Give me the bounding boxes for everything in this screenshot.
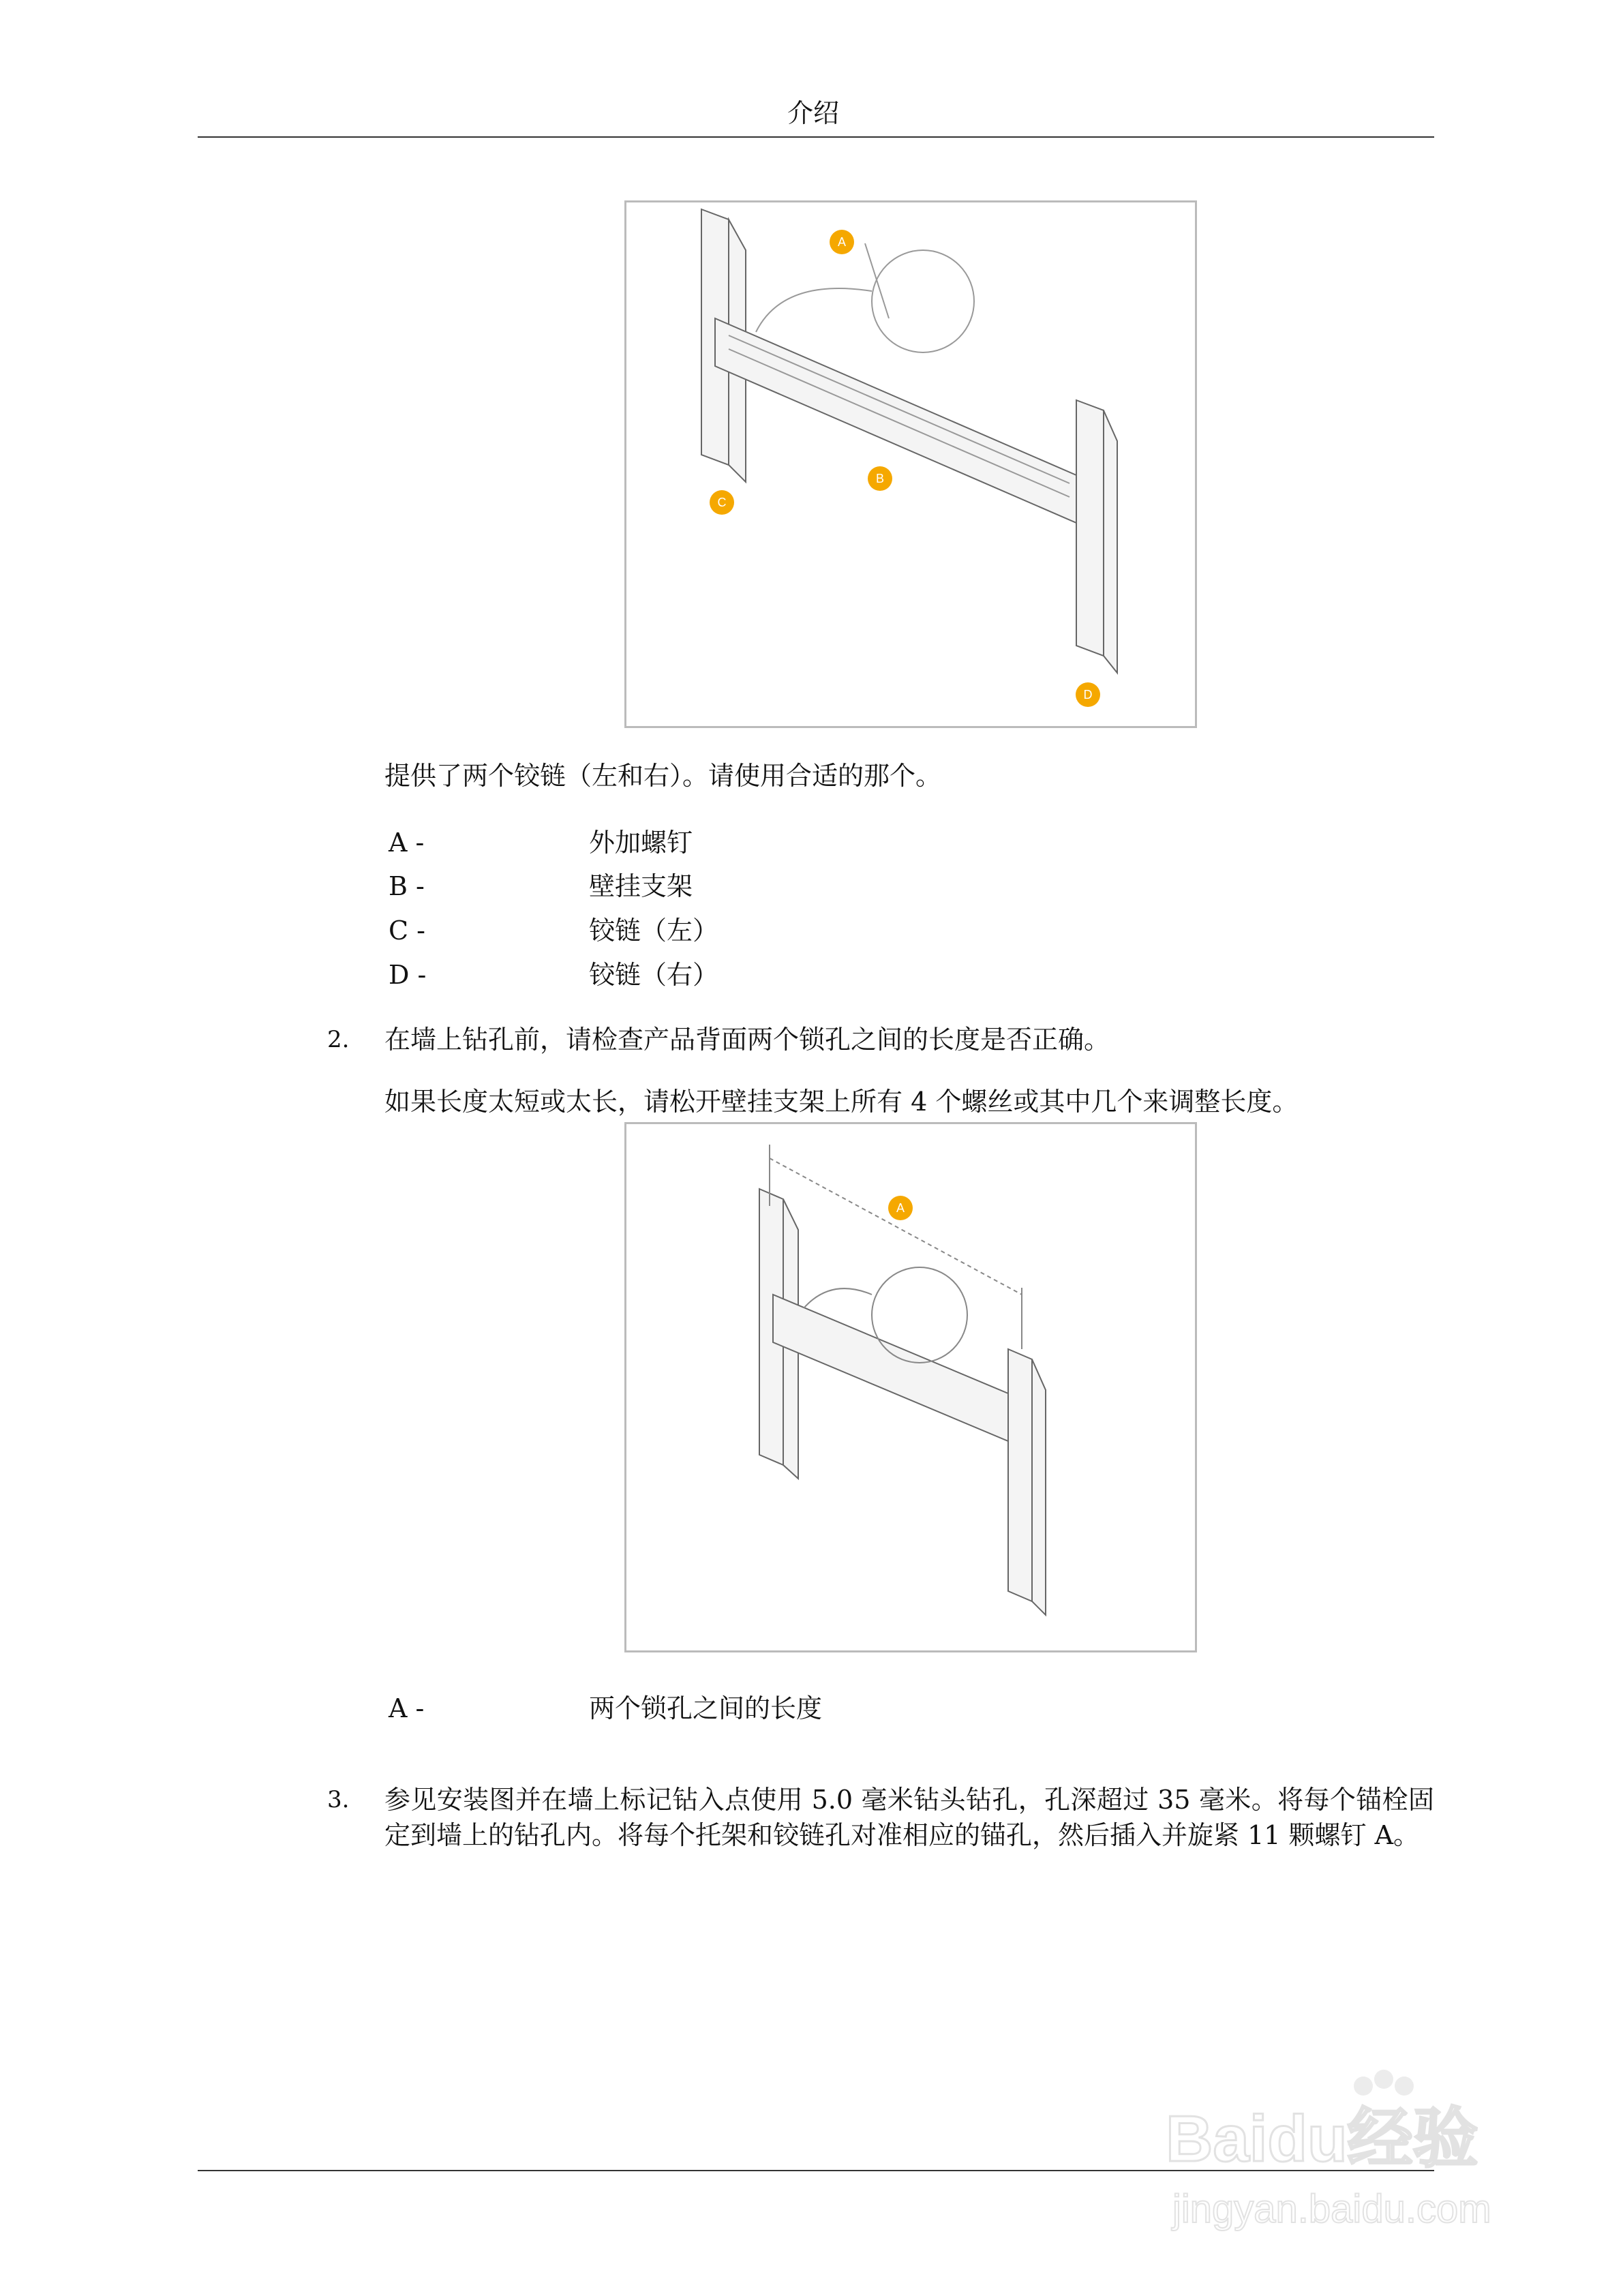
legend-value: 壁挂支架 [589, 871, 693, 901]
svg-text:jingyan.baidu.com: jingyan.baidu.com [1172, 2187, 1491, 2231]
legend-key: D - [389, 960, 427, 990]
baidu-watermark [1159, 2059, 1541, 2243]
page-header-title: 介绍 [787, 98, 840, 128]
figure-hinge-bracket [624, 200, 1197, 728]
step-2-text: 在墙上钻孔前，请检查产品背面两个锁孔之间的长度是否正确。 [384, 1025, 1110, 1055]
legend-key: A - [389, 1693, 425, 1723]
callout-c-label: C [717, 496, 727, 509]
legend-value: 铰链（右） [589, 960, 719, 990]
step-2-number: 2. [327, 1026, 350, 1053]
svg-text:Baidu经验: Baidu经验 [1166, 2102, 1478, 2175]
header-rule [198, 136, 1434, 138]
baidu-jingyan-logo [1159, 2059, 1541, 2243]
callout-a-label: A [837, 235, 847, 249]
wall-mount-diagram-2 [626, 1124, 1195, 1650]
legend-value: 铰链（左） [589, 916, 719, 946]
callout-b-label: B [875, 472, 885, 485]
step-3-text: 参见安装图并在墙上标记钻入点使用 5.0 毫米钻头钻孔，孔深超过 35 毫米。将每个锚栓固定到墙上的钻孔内。将每个托架和铰链孔对准相应的锚孔，然后插入并旋紧 11 颗螺钉 A。 [384, 1785, 1434, 1850]
step-3-number: 3. [327, 1786, 350, 1813]
wall-mount-diagram-1 [626, 202, 1195, 726]
figure-keyhole-length [624, 1122, 1197, 1652]
legend-key: C - [389, 916, 425, 946]
step-2-note: 如果长度太短或太长，请松开壁挂支架上所有 4 个螺丝或其中几个来调整长度。 [384, 1087, 1299, 1117]
legend-value: 两个锁孔之间的长度 [589, 1693, 823, 1723]
legend-key: B - [389, 871, 425, 901]
callout-d-label: D [1083, 688, 1093, 701]
intro-text: 提供了两个铰链（左和右）。请使用合适的那个。 [384, 761, 942, 791]
legend-key: A - [389, 828, 425, 858]
callout-a-label: A [896, 1201, 905, 1215]
legend-value: 外加螺钉 [589, 828, 693, 858]
